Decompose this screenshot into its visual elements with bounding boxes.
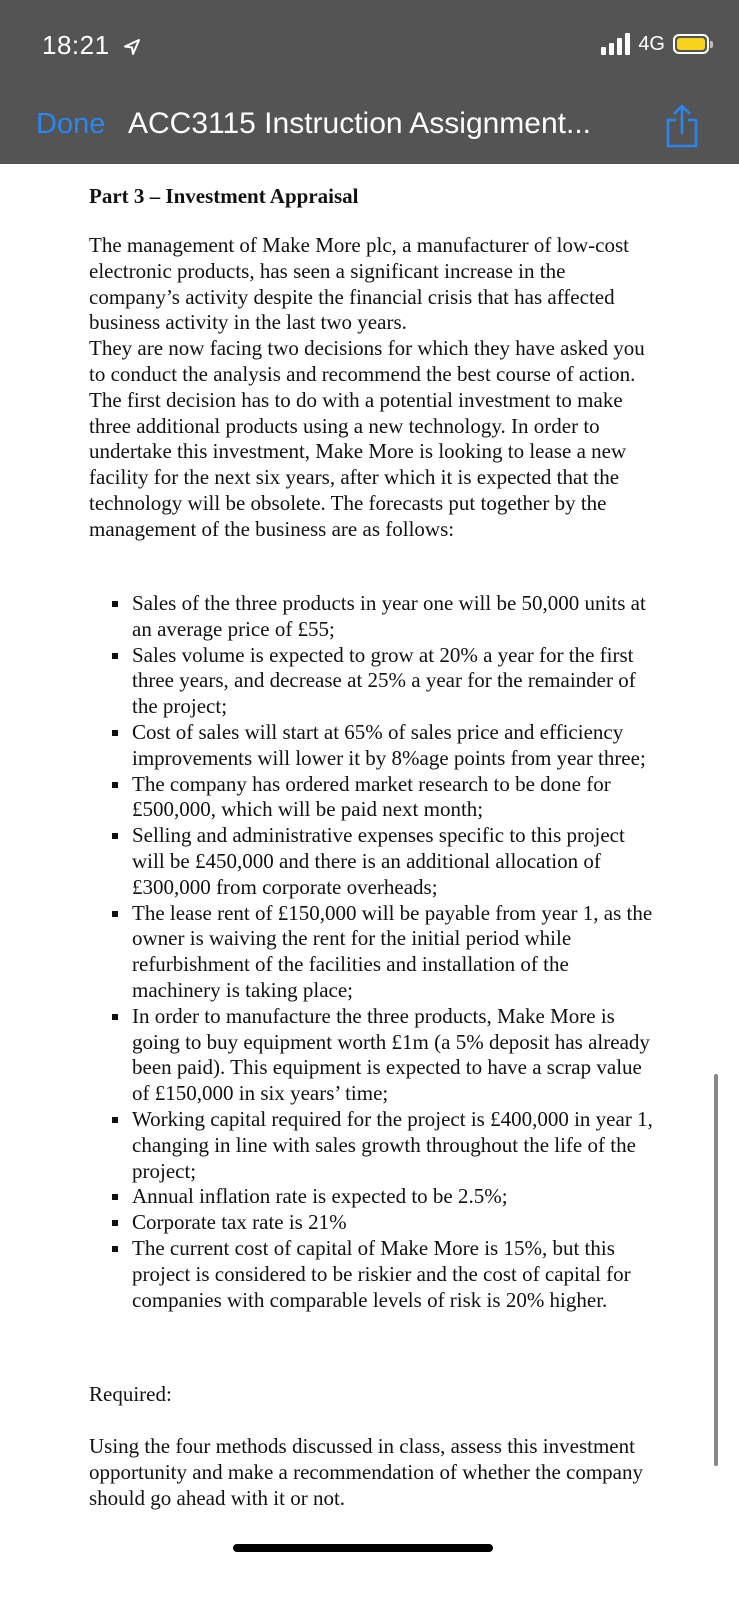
list-item: Sales volume is expected to grow at 20% a year for the first three years, and decrease at 25% a year for the remainder of the project; [109,643,659,720]
required-text: Using the four methods discussed in class, assess this investment opportunity and make a recommendation of whether the company should go ahead with it or not. [89,1434,643,1510]
list-item: The lease rent of £150,000 will be payable from year 1, as the owner is waiving the rent for the initial period while refurbishment of the facilities and installation of the machinery is taking place; [109,901,659,1004]
list-item: Selling and administrative expenses specific to this project will be £450,000 and there is an additional allocation of £300,000 from corporate overheads; [109,823,659,900]
document-title: ACC3115 Instruction Assignment... [128,107,592,140]
part-heading: Part 3 – Investment Appraisal [89,184,359,208]
paragraph: They are now facing two decisions for which they have asked you to conduct the analysis and recommend the best course of action. [89,336,645,386]
nav-bar [0,98,739,154]
location-arrow-icon [123,38,141,56]
share-icon[interactable] [664,104,700,148]
list-item: The current cost of capital of Make More is 15%, but this project is considered to be riskier and the cost of capital for companies with comparable levels of risk is 20% higher. [109,1236,659,1313]
paragraph: The management of Make More plc, a manufacturer of low-cost electronic products, has seen a significant increase in the company’s activity despite the financial crisis that has affected business activity in the last two years. [89,233,629,335]
status-time [42,30,141,61]
list-item: Cost of sales will start at 65% of sales price and efficiency improvements will lower it by 8%age points from year three; [109,720,659,772]
battery-level [677,38,705,50]
top-bar [0,0,739,164]
signal-bars-icon [601,33,630,55]
forecast-list [109,591,659,1313]
list-item: Working capital required for the project is £400,000 in year 1, changing in line with sales growth throughout the life of the project; [109,1107,659,1184]
network-type: 4G [638,32,665,55]
status-time-text: 18:21 [42,30,110,60]
intro-paragraphs [89,233,659,543]
home-indicator[interactable] [233,1544,493,1552]
list-item: Annual inflation rate is expected to be 2.5%; [109,1184,659,1210]
list-item: Corporate tax rate is 21% [109,1210,659,1236]
required-label: Required: [89,1382,172,1406]
list-item: In order to manufacture the three products, Make More is going to buy equipment worth £1m (a 5% deposit has already been paid). This equipment is expected to have a scrap value of £150,000 in six years’ time; [109,1004,659,1107]
list-item: Sales of the three products in year one will be 50,000 units at an average price of £55; [109,591,659,643]
scrollbar[interactable] [714,1074,718,1466]
paragraph: The first decision has to do with a potential investment to make three additional products using a new technology. In order to undertake this investment, Make More is looking to lease a new facility for the next six years, after which it is expected that the technology will be obsolete. The forecasts put together by the management of the business are as follows: [89,387,627,541]
list-item: The company has ordered market research to be done for £500,000, which will be paid next month; [109,772,659,824]
battery-icon [673,34,709,54]
status-indicators [601,32,709,56]
done-button[interactable]: Done [36,108,106,140]
